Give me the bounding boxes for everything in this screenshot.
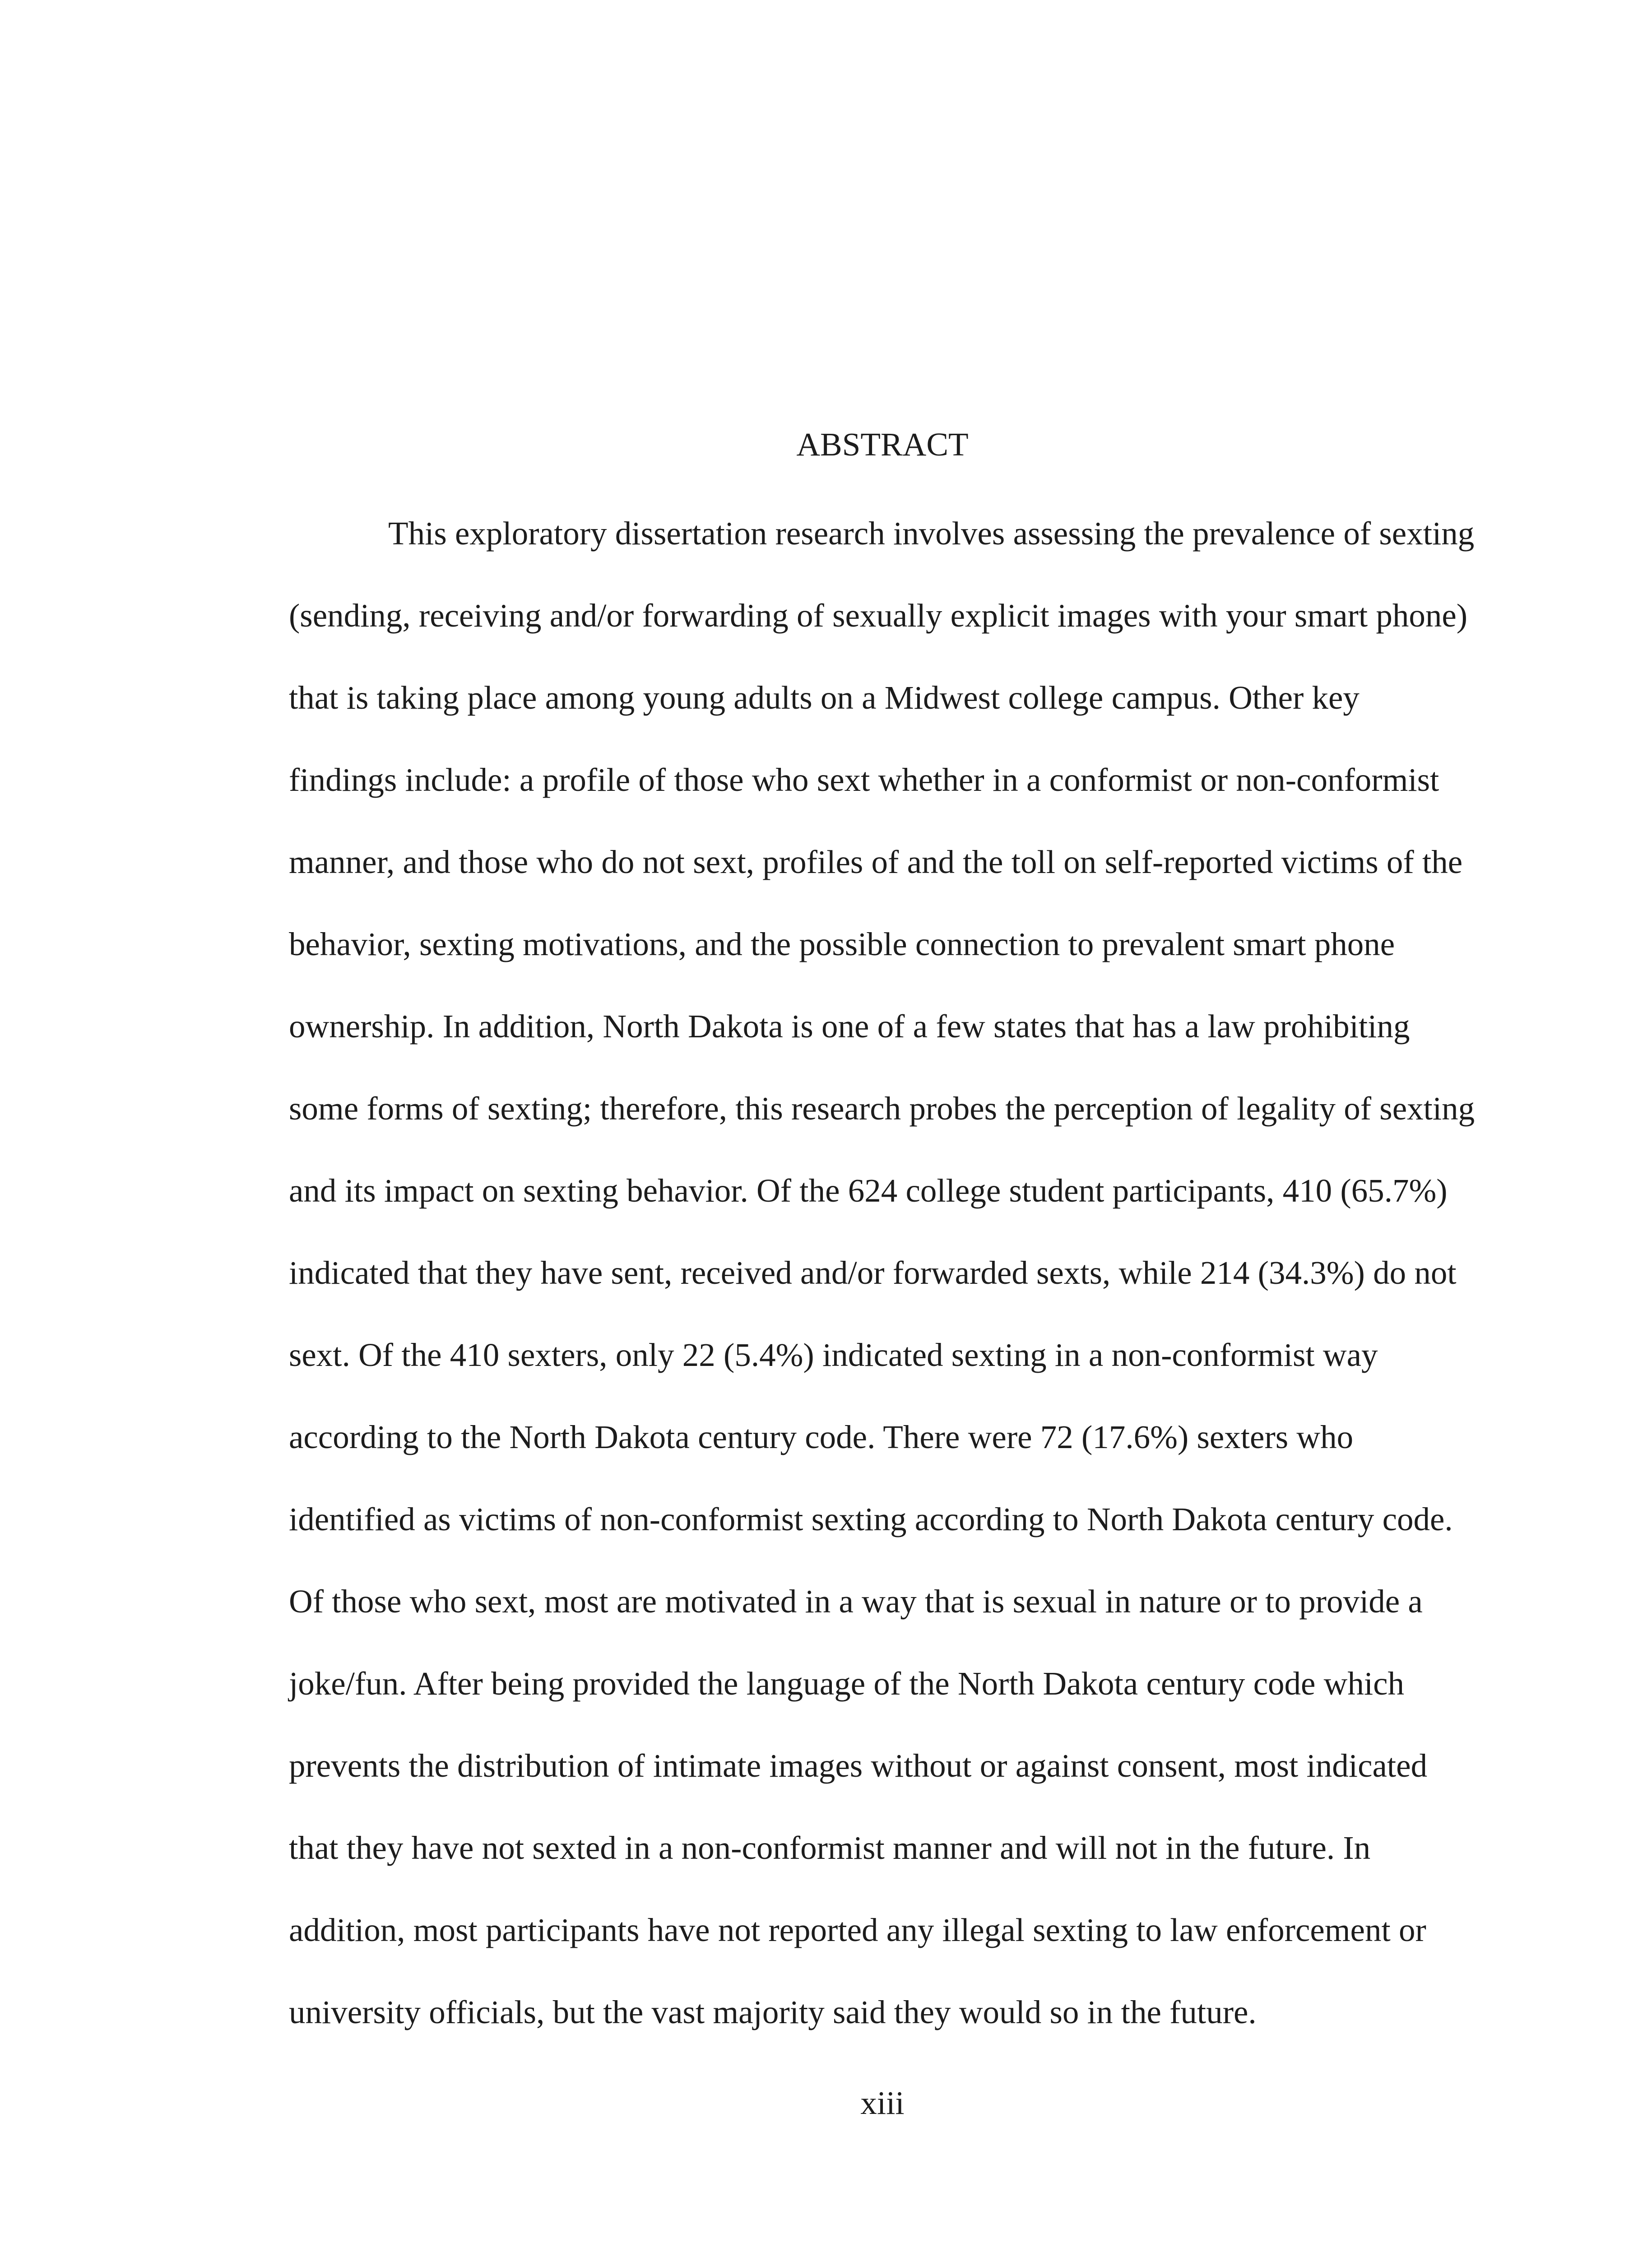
body-line: some forms of sexting; therefore, this research probes the perception of legality of sexting — [289, 1090, 1475, 1127]
body-line: ownership. In addition, North Dakota is one of a few states that has a law prohibiting — [289, 1008, 1410, 1045]
body-line: (sending, receiving and/or forwarding of sexually explicit images with your smart phone) — [289, 597, 1468, 634]
body-line: This exploratory dissertation research involves assessing the prevalence of sexting — [388, 515, 1475, 552]
body-line: identified as victims of non-conformist sexting according to North Dakota century code. — [289, 1501, 1453, 1537]
body-line: university officials, but the vast majority said they would so in the future. — [289, 1994, 1257, 2030]
body-line: according to the North Dakota century code. There were 72 (17.6%) sexters who — [289, 1419, 1354, 1455]
page-number: xiii — [860, 2085, 905, 2121]
body-line: and its impact on sexting behavior. Of the 624 college student participants, 410 (65.7%) — [289, 1172, 1448, 1209]
body-line: that they have not sexted in a non-conformist manner and will not in the future. In — [289, 1830, 1371, 1866]
abstract-heading: ABSTRACT — [796, 426, 969, 463]
body-line: manner, and those who do not sext, profiles of and the toll on self-reported victims of the — [289, 844, 1463, 880]
body-line: behavior, sexting motivations, and the possible connection to prevalent smart phone — [289, 926, 1395, 962]
body-line: that is taking place among young adults on a Midwest college campus. Other key — [289, 679, 1360, 716]
body-line: addition, most participants have not reported any illegal sexting to law enforcement or — [289, 1912, 1426, 1948]
body-line: indicated that they have sent, received and/or forwarded sexts, while 214 (34.3%) do not — [289, 1254, 1457, 1291]
body-line: joke/fun. After being provided the language of the North Dakota century code which — [289, 1665, 1405, 1702]
body-line: Of those who sext, most are motivated in a way that is sexual in nature or to provide a — [289, 1583, 1423, 1620]
body-line: prevents the distribution of intimate images without or against consent, most indicated — [289, 1747, 1428, 1784]
body-line: sext. Of the 410 sexters, only 22 (5.4%) indicated sexting in a non-conformist way — [289, 1337, 1378, 1373]
body-line: findings include: a profile of those who sext whether in a conformist or non-conformist — [289, 762, 1439, 798]
